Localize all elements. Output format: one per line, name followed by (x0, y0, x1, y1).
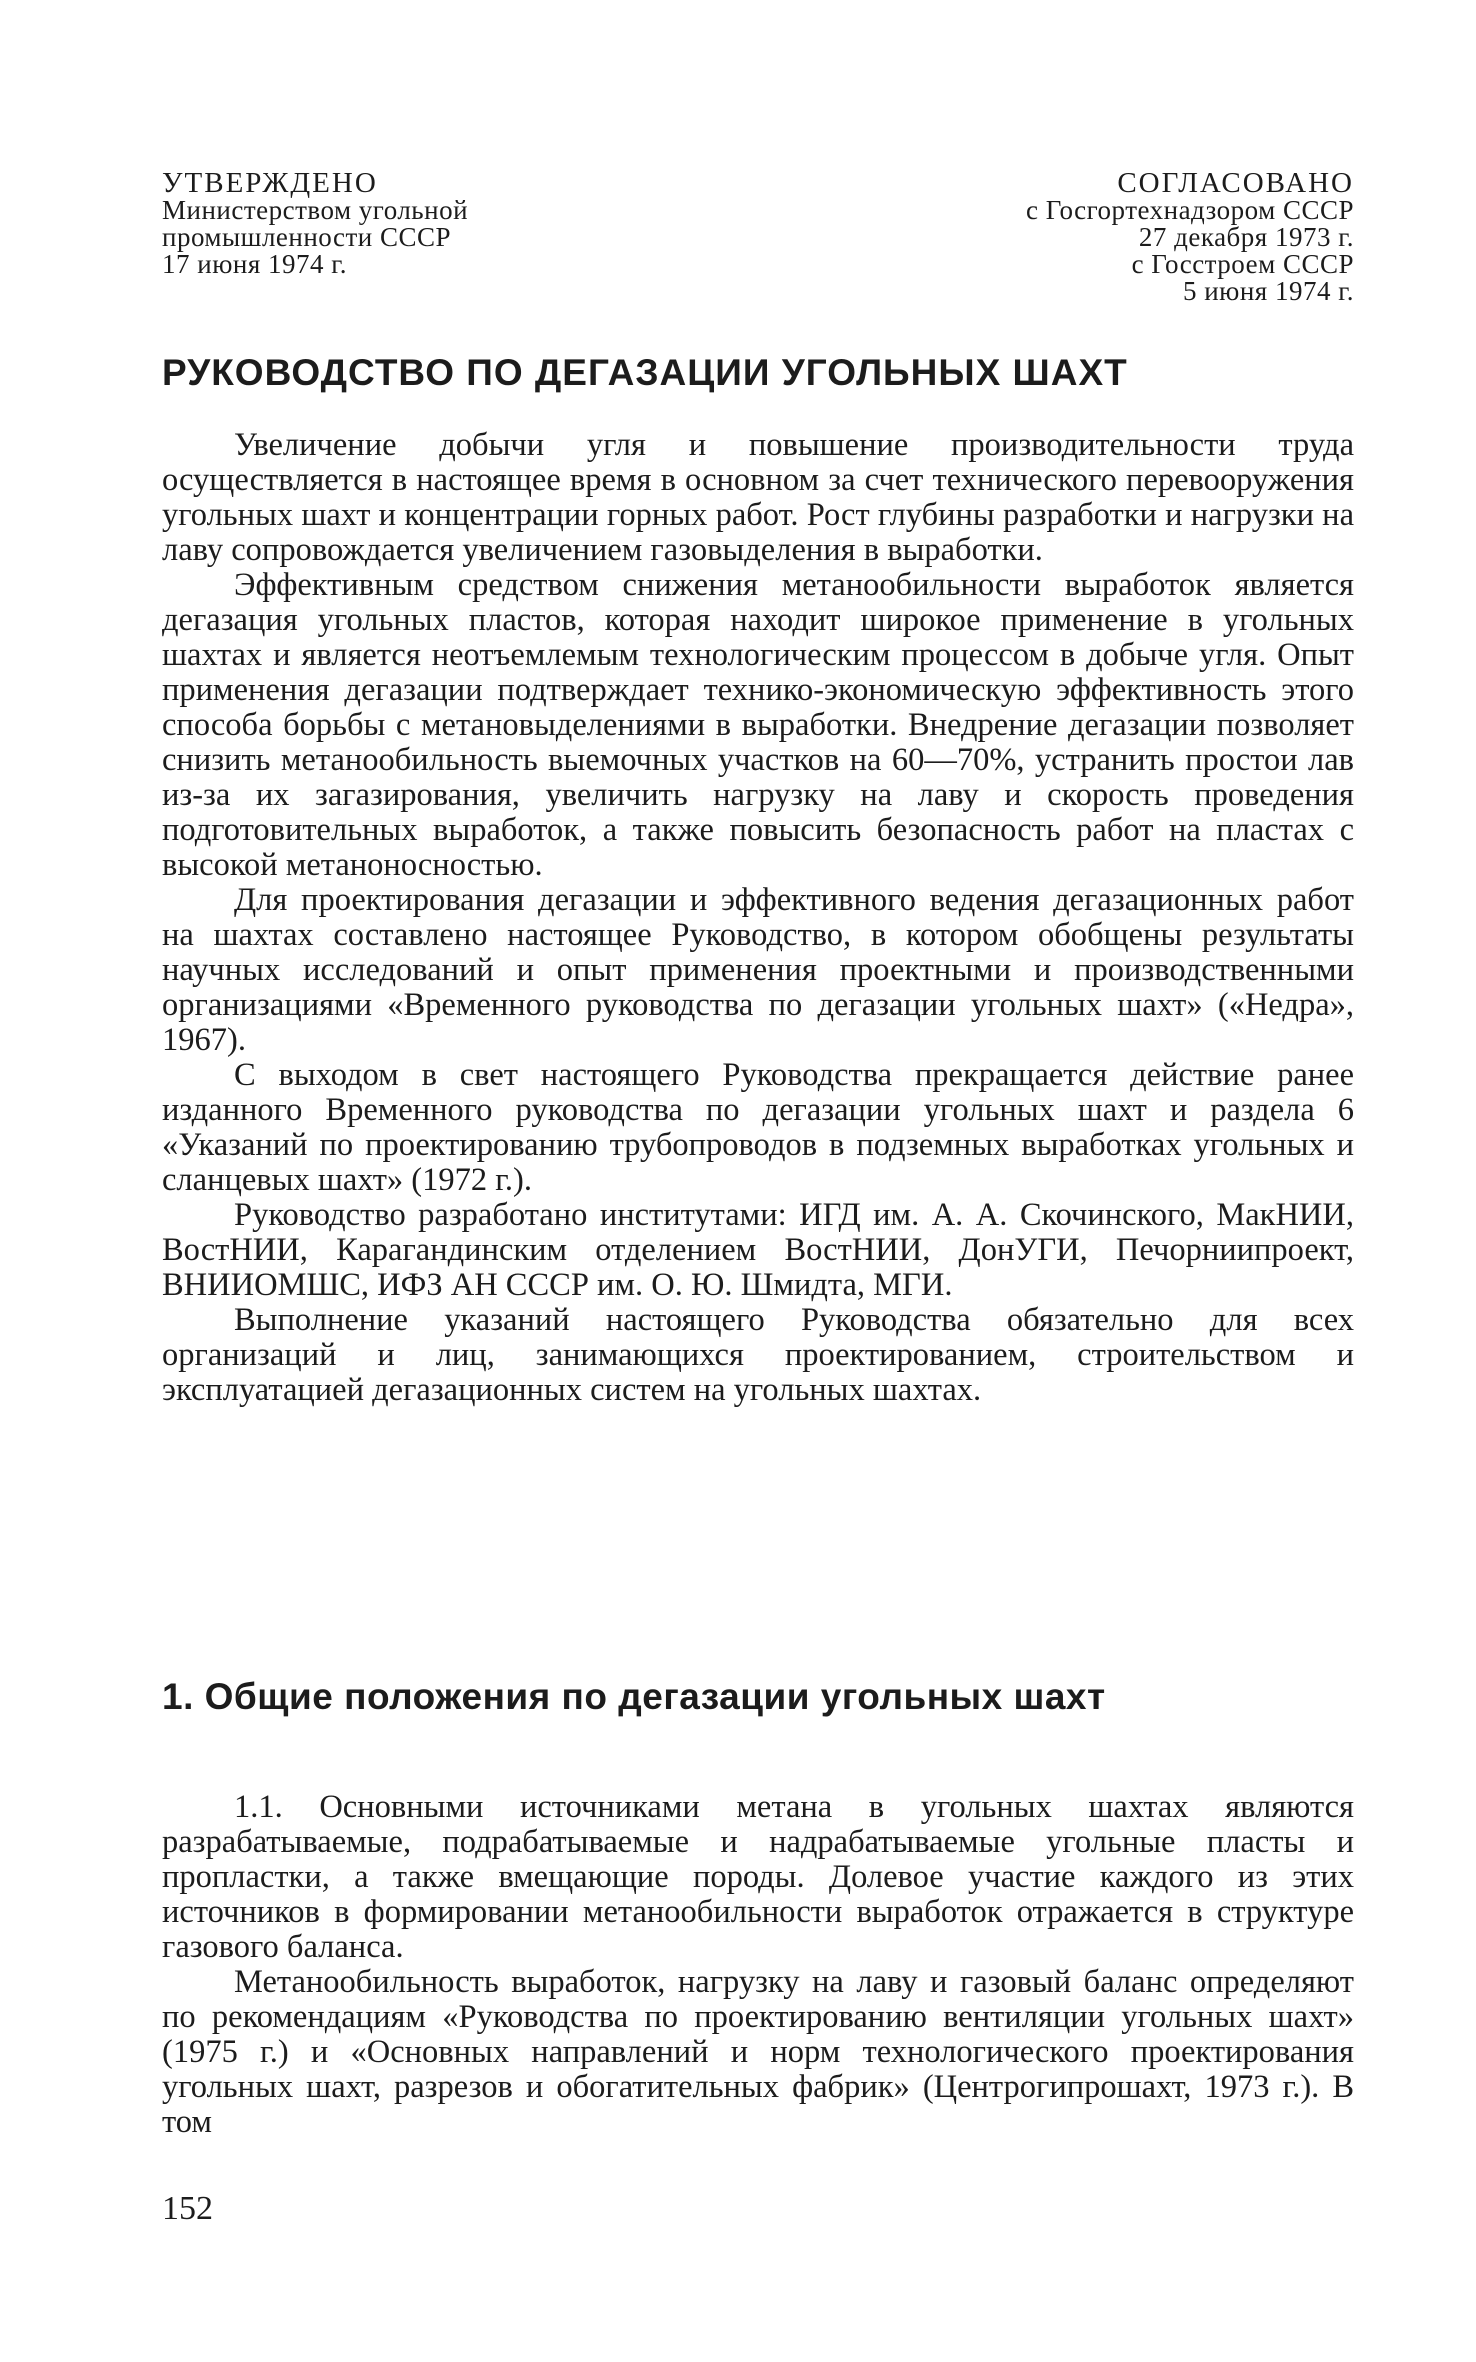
page-number: 152 (162, 2190, 213, 2227)
agreed-heading: СОГЛАСОВАНО (1117, 167, 1354, 199)
paragraph: 1.1. Основными источниками метана в угольных шахтах являются разрабатываемые, подрабатываемые и надрабатываемые угольные пласты и пропластки, а также вмещающие породы. Долевое участие каждого из этих источников в формировании метанообильности выработок отражается в структуре газового баланса. (162, 1789, 1354, 1965)
paragraph: Выполнение указаний настоящего Руководства обязательно для всех организаций и лиц, занимающихся проектированием, строительством и эксплуатацией дегазационных систем на угольных шахтах. (162, 1302, 1354, 1408)
paragraph: С выходом в свет настоящего Руководства прекращается действие ранее изданного Временного руководства по дегазации угольных шахт и раздела 6 «Указаний по проектированию трубопроводов в подземных выработках угольных и сланцевых шахт» (1972 г.). (162, 1057, 1354, 1198)
approved-line: промышленности СССР (162, 222, 452, 252)
section-title: 1. Общие положения по дегазации угольных шахт (162, 1676, 1106, 1717)
agreed-line: с Госгортехнадзором СССР (1026, 195, 1354, 225)
intro-text (162, 428, 1354, 1408)
document-title: РУКОВОДСТВО ПО ДЕГАЗАЦИИ УГОЛЬНЫХ ШАХТ (162, 352, 1128, 393)
agreed-date: 27 декабря 1973 г. (1138, 222, 1354, 252)
approval-block-approved (162, 167, 469, 279)
approved-heading: УТВЕРЖДЕНО (162, 167, 378, 199)
approved-date: 17 июня 1974 г. (162, 249, 348, 279)
approved-line: Министерством угольной (162, 195, 469, 225)
paragraph: Руководство разработано институтами: ИГД им. А. А. Скочинского, МакНИИ, ВостНИИ, Карагандинским отделением ВостНИИ, ДонУГИ, Печорниипроект, ВНИИОМШС, ИФЗ АН СССР им. О. Ю. Шмидта, МГИ. (162, 1197, 1354, 1303)
paragraph: Эффективным средством снижения метанообильности выработок является дегазация угольных пластов, которая находит широкое применение в угольных шахтах и является неотъемлемым технологическим процессом в добыче угля. Опыт применения дегазации подтверждает технико-экономическую эффективность этого способа борьбы с метановыделениями в выработки. Внедрение дегазации позволяет снизить метанообильность выемочных участков на 60—70%, устранить простои лав из-за их загазирования, увеличить нагрузку на лаву и скорость проведения подготовительных выработок, а также повысить безопасность работ на пластах с высокой метаноносностью. (162, 567, 1354, 883)
section-text (162, 1790, 1354, 2140)
paragraph: Увеличение добычи угля и повышение производительности труда осуществляется в настоящее время в основном за счет технического перевооружения угольных шахт и концентрации горных работ. Рост глубины разработки и нагрузки на лаву сопровождается увеличением газовыделения в выработки. (162, 427, 1354, 568)
approval-block-agreed (1026, 167, 1354, 306)
agreed-date: 5 июня 1974 г. (1182, 276, 1354, 306)
paragraph: Метанообильность выработок, нагрузку на лаву и газовый баланс определяют по рекомендациям «Руководства по проектированию вентиляции угольных шахт» (1975 г.) и «Основных направлений и норм технологического проектирования угольных шахт, разрезов и обогатительных фабрик» (Центрогипрошахт, 1973 г.). В том (162, 1964, 1354, 2140)
agreed-line: с Госстроем СССР (1131, 249, 1354, 279)
paragraph: Для проектирования дегазации и эффективного ведения дегазационных работ на шахтах составлено настоящее Руководство, в котором обобщены результаты научных исследований и опыт применения проектными и производственными организациями «Временного руководства по дегазации угольных шахт» («Недра», 1967). (162, 882, 1354, 1058)
